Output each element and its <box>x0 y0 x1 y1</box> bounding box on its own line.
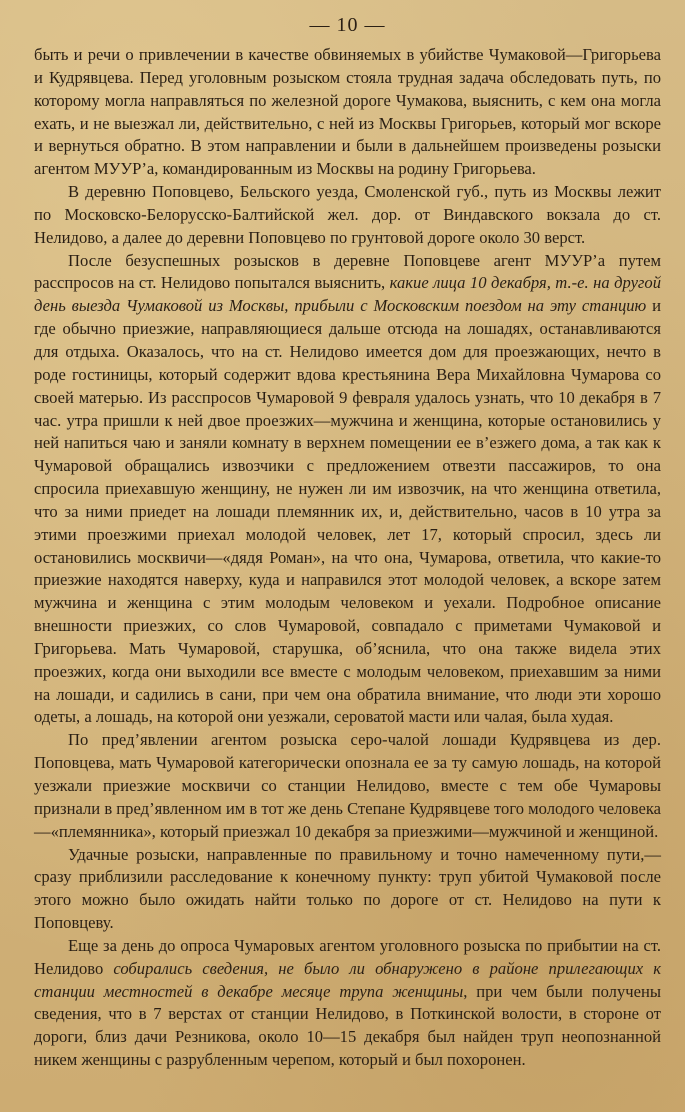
paragraph-3-text-b: и где обычно приезжие, направляющиеся дальше отсюда на лошадях, останавливаются для отдыха. Оказалось, что на ст. Нелидово имеется дом для проезжающих, нечто в роде гостиницы, который содержит вдова крестьянина Вера Михайловна Чумарова со своей матерью. Из расспросов Чумаровой 9 февраля удалось узнать, что 10 декабря в 7 час. утра пришли к ней двое проезжих—мужчина и женщина, которые остановились у ней напиться чаю и заняли комнату в верхнем помещении ее в’езжего дома, а так как к Чумаровой обращались извозчики с предложением отвезти пассажиров, то она спросила приехавшую женщину, не нужен ли им извозчик, на что женщина ответила, что за ними приедет на лошади племянник их, и, действительно, часов в 10 утра за этими проезжими приехал молодой человек, лет 17, который спросил, здесь ли остановились москвичи—«дядя Роман», на что она, Чумарова, ответила, что какие-то приезжие находятся наверху, куда и направился этот молодой человек, а вскоре затем мужчина и женщина с этим молодым человеком и уехали. Подробное описание внешности приезжих, со слов Чумаровой, совпадало с приметами Чумаковой и Григорьева. Мать Чумаровой, старушка, об’яснила, что она также видела этих проезжих, когда они выходили все вместе с молодым человеком, приехавшим за ними на лошади, и садились в сани, при чем она обратила внимание, что люди эти хорошо одеты, а лошадь, на которой они уезжали, сероватой масти или чалая, была худая. <box>34 296 661 727</box>
paragraph-1-text: быть и речи о привлечении в качестве обвиняемых в убийстве Чумаковой—Григорьева и Кудрявцева. Перед уголовным розыском стояла трудная задача обследовать путь, по которому могла направляться по железной дороге Чумакова, выяснить, с кем она могла ехать, и не выезжал ли, действительно, с ней из Москвы Григорьев, который мог вскоре и вернуться обратно. В этом направлении и были в дальнейшем произведены розыски агентом МУУР’а, командированным из Москвы на родину Григорьева. <box>34 45 661 179</box>
paragraph-6 <box>34 935 661 1072</box>
paragraph-6-italic: собирались сведения, не было ли обнаружено в районе прилегающих к станции местностей в декабре месяце трупа женщины <box>34 958 662 1001</box>
page-number: — 10 — <box>309 14 386 36</box>
paragraph-6-text-b: , при чем были получены сведения, что в 7 верстах от станции Нелидово, в Поткинской волости, в стороне от дороги, близ дачи Резникова, около 10—15 декабря был найден труп неопознанной никем женщины с разрубленным черепом, который и был похоронен. <box>34 981 661 1070</box>
paragraph-1 <box>34 44 661 181</box>
paragraph-6-text-a: Еще за день до опроса Чумаровых агентом уголовного розыска по прибытии на ст. Нелидово <box>34 935 661 978</box>
body-text <box>34 44 661 1072</box>
paragraph-2-text: В деревню Поповцево, Бельского уезда, Смоленской губ., путь из Москвы лежит по Московско-Белорусско-Балтийской жел. дор. от Виндавского вокзала до ст. Нелидово, а далее до деревни Поповцево по грунтовой дороге около 30 верст. <box>34 182 661 247</box>
paragraph-2 <box>34 181 661 250</box>
paragraph-5 <box>34 844 661 935</box>
paragraph-3 <box>34 250 661 730</box>
paragraph-4 <box>34 729 661 843</box>
paragraph-5-text: Удачные розыски, направленные по правильному и точно намеченному пути,—сразу приблизили расследование к конечному пункту: труп убитой Чумаковой после этого можно было ожидать найти только по дороге от ст. Нелидово на пути к Поповцеву. <box>34 844 661 933</box>
paragraph-3-italic: какие лица 10 декабря, т.-е. на другой день выезда Чумаковой из Москвы, прибыли с Московским поездом на эту станцию <box>34 273 661 316</box>
paragraph-4-text: По пред’явлении агентом розыска серо-чалой лошади Кудрявцева из дер. Поповцева, мать Чумаровой категорически опознала ее за ту самую лошадь, на которой уезжали приезжие москвичи со станции Нелидово, вместе с тем обе Чумаровы признали в пред’явленном им в тот же день Степане Кудрявцеве того молодого человека—«племянника», который приезжал 10 декабря за приезжими—мужчиной и женщиной. <box>34 730 661 841</box>
paragraph-3-text-a: После безуспешных розысков в деревне Поповцеве агент МУУР’а путем расспросов на ст. Нелидово попытался выяснить, <box>34 250 661 293</box>
